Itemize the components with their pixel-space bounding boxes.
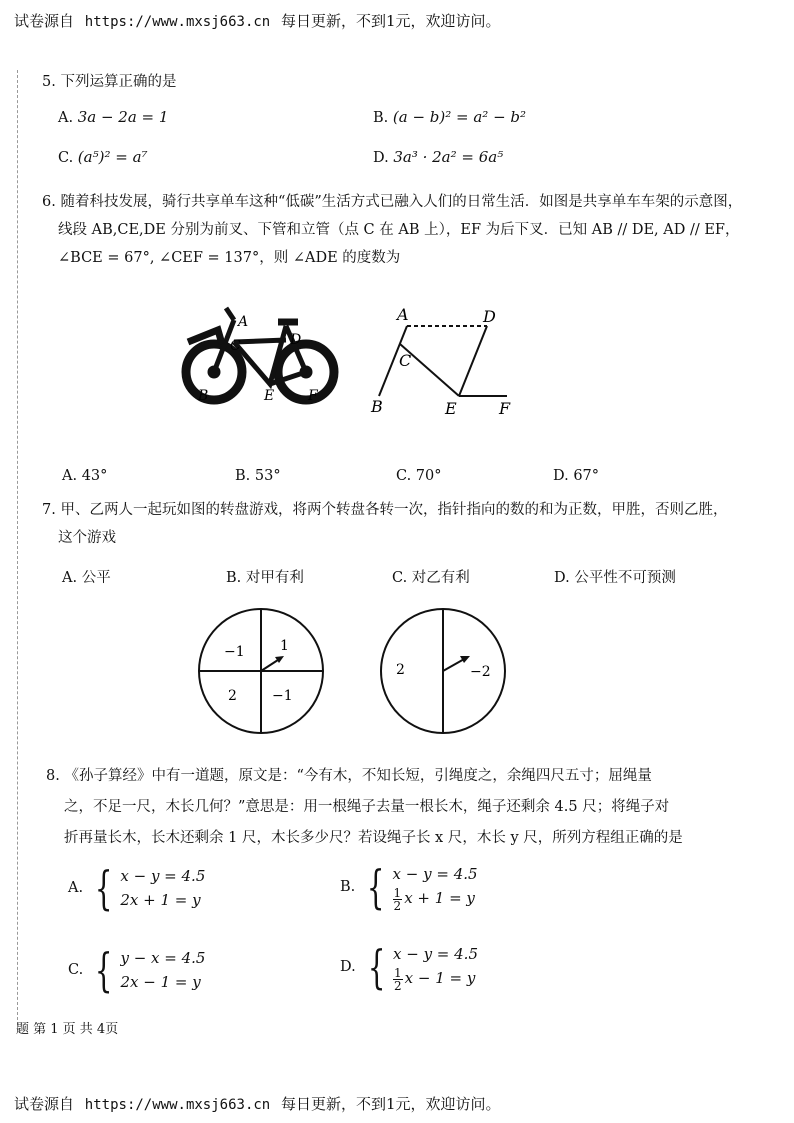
q8-option-b-brace: { [367,859,385,914]
q8-option-d-frac-den: 2 [394,978,402,993]
q8-option-d-frac-num: 1 [394,965,402,980]
label-d: D [483,307,496,326]
q7-option-d-text: 公平性不可预测 [574,570,676,586]
frame-diagram [365,300,525,420]
q8-option-b-frac-den: 2 [393,898,402,913]
footer-url-link[interactable]: https://www.mxsj663.cn [84,1097,271,1113]
q7-option-b [226,566,304,587]
spinner-one-sector-top-right: 1 [280,638,289,654]
q8-option-c-label: C. [68,962,84,978]
q8-option-b-frac-num: 1 [393,885,402,900]
q8-option-b-eq2-wrap [393,886,478,912]
q8-option-a-eq2: 2x + 1 = y [120,891,201,909]
q8-option-d [340,939,478,994]
q5-option-b-label: B. [373,110,389,126]
q8-option-b-system [393,862,478,912]
header-url-link[interactable]: https://www.mxsj663.cn [84,14,271,30]
q5-option-c-label: C. [58,150,74,166]
page-number: 题 第 1 页 共 4页 [16,1022,119,1037]
q7-option-b-text: 对甲有利 [245,570,304,586]
q8-option-d-system [393,942,478,992]
bicycle-figure [178,300,348,420]
q5-stem: 5. 下列运算正确的是 [42,74,177,90]
q8-option-d-label: D. [340,958,356,975]
q5-option-c [58,148,148,166]
label-c: C [399,351,412,370]
q6-line2: 线段 AB,CE,DE 分别为前叉、下管和立管（点 C 在 AB 上），EF 为后下叉．已知 AB // DE, AD // EF， [58,222,740,238]
q6-option-d [553,468,599,484]
q7-option-a-label: A. [62,570,78,586]
q8-option-b [340,859,478,914]
q6-option-a-label: A. [62,468,78,484]
q5-option-d-expr: 3a³ · 2a² = 6a⁵ [393,148,504,166]
q8-option-b-eq1: x − y = 4.5 [392,865,478,883]
q6-line1: 6. 随着科技发展，骑行共享单车这种“低碳”生活方式已融入人们的日常生活．如图是共享单车车架的示意图， [42,194,743,210]
q8-option-d-eq2: x − 1 = y [404,969,476,987]
q6-option-b-label: B. [235,468,251,484]
q6-option-c-text: 70° [415,468,442,484]
q8-line1: 8. 《孙子算经》中有一道题，原文是：“今有木，不知长短，引绳度之，余绳四尺五寸；屈绳量 [46,768,652,784]
q8-option-d-fraction [393,967,403,992]
q6-option-d-text: 67° [573,468,600,484]
q6-option-b-text: 53° [254,468,281,484]
spinner-one-sector-bottom-left: 2 [228,688,237,704]
q6-line3: ∠BCE = 67°, ∠CEF = 137°，则 ∠ADE 的度数为 [58,250,401,266]
q8-option-d-brace: { [367,939,386,994]
spinner-two [378,606,508,736]
spinner-one-sector-bottom-right: −1 [272,688,293,704]
label-a: A [397,305,409,324]
q8-option-c-brace: { [95,943,113,997]
footer-left-text: 试卷源自 [14,1095,75,1113]
q7-option-c-text: 对乙有利 [411,570,470,586]
q6-option-c [396,468,442,484]
q5-option-d [373,148,503,166]
q7-option-a-text: 公平 [81,570,111,586]
q6-option-b [235,468,281,484]
label-e: E [445,399,457,418]
header-right-text: 每日更新，不到1元，欢迎访问。 [281,12,501,30]
footer-right-text: 每日更新，不到1元，欢迎访问。 [281,1095,501,1113]
q8-option-c-eq1: y − x = 4.5 [120,949,206,967]
q5-option-a-label: A. [58,110,74,126]
q8-option-b-fraction [393,887,403,912]
bicycle-label-f: F [308,388,318,404]
segment-de [459,326,487,396]
q7-option-d [554,566,676,587]
q8-option-c-system [120,946,205,994]
q7-option-d-label: D. [554,570,570,586]
q6-option-a-text: 43° [81,468,108,484]
header-left-text: 试卷源自 [14,12,75,30]
bicycle-label-a: A [238,314,249,330]
q6-option-c-label: C. [396,468,412,484]
q8-option-c [68,943,206,997]
q7-option-a [62,566,111,587]
page-header [14,10,501,31]
q8-line2: 之，不足一尺，木长几何？”意思是：用一根绳子去量一根长木，绳子还剩余 4.5 尺；将绳子对 [64,799,670,815]
q8-option-a [68,861,206,915]
q7-option-c [392,566,470,587]
q8-option-b-label: B. [340,878,356,895]
binding-margin-line [17,70,19,1030]
q8-option-a-label: A. [68,880,84,896]
label-b: B [371,397,383,416]
q8-option-d-eq1: x − y = 4.5 [393,945,478,963]
q8-option-a-eq1: x − y = 4.5 [120,867,206,885]
q6-option-a [62,468,107,484]
spinner-two-sector-right: −2 [470,664,491,680]
q8-option-c-eq2: 2x − 1 = y [120,973,201,991]
bicycle-label-b: B [198,388,209,404]
q8-option-b-eq2: x + 1 = y [404,889,475,907]
page-footer [14,1093,501,1114]
q7-line2: 这个游戏 [58,530,116,546]
q8-option-d-eq2-wrap [393,966,478,992]
q7-option-c-label: C. [392,570,408,586]
label-f: F [499,399,511,418]
q5-option-b [373,108,526,126]
q6-option-d-label: D. [553,468,569,484]
spinner-one [196,606,326,736]
q5-option-a [58,108,168,126]
q7-option-b-label: B. [226,570,242,586]
q5-option-d-label: D. [373,150,389,166]
q8-option-a-brace: { [94,861,113,915]
q7-line1: 7. 甲、乙两人一起玩如图的转盘游戏，将两个转盘各转一次，指针指向的数的和为正数，甲胜，否则乙胜， [42,502,728,518]
bicycle-label-c: C [230,338,241,354]
q5-option-a-expr: 3a − 2a = 1 [77,108,169,126]
bicycle-label-e: E [264,388,275,404]
spinner-two-sector-left: 2 [396,662,405,678]
bicycle-label-d: D [290,332,302,348]
spinner-one-sector-top-left: −1 [224,644,245,660]
q8-option-a-system [120,864,205,912]
q8-line3: 折再量长木，长木还剩余 1 尺，木长多少尺？若设绳子长 x 尺，木长 y 尺，所列方程组正确的是 [64,830,683,846]
q5-option-b-expr: (a − b)² = a² − b² [392,108,527,126]
q5-option-c-expr: (a⁵)² = a⁷ [77,148,148,166]
